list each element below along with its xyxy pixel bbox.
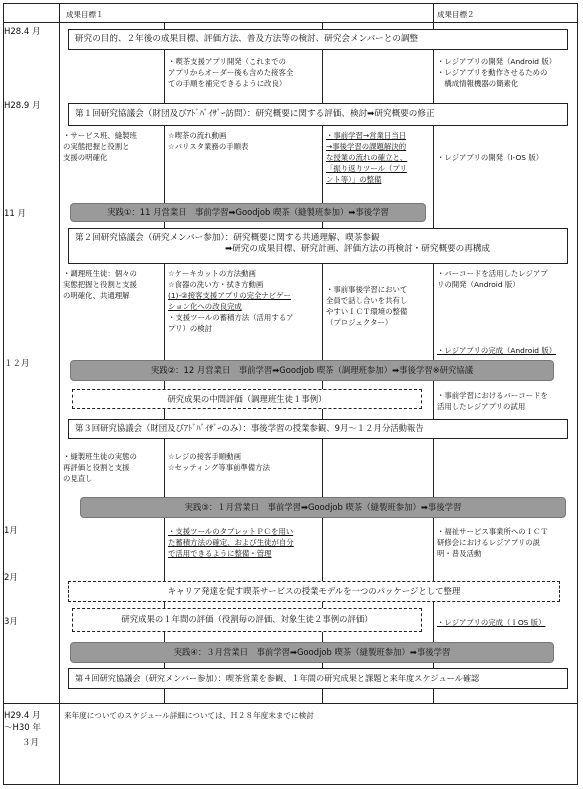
cell-line: な授業の流れの確立と、 — [326, 153, 408, 162]
cell-register-videos — [168, 451, 270, 473]
cell-service-sewing-groups — [63, 130, 137, 163]
cell-line: 研修会におけるレジアプリの説 — [437, 538, 540, 547]
cell-line: の見直し — [63, 474, 93, 483]
cell-line: ・事前学習におけるバーコードを — [437, 391, 548, 400]
cell-tablet-tools — [168, 526, 294, 559]
cell-barcode-trial — [437, 390, 548, 412]
cell-register-app-android — [437, 56, 556, 89]
cell-lesson-flow — [326, 130, 407, 185]
time-label-h29-line1: H29.4 月 — [4, 711, 41, 721]
cell-line: ☆ケーキカットの方法動画 — [168, 269, 256, 278]
cell-line: ・支援ツールの蓄積方法（活用するア — [168, 313, 294, 322]
cell-line: ・レジアプリを動作させるための — [437, 68, 548, 77]
time-label-h28-4: H28.4 月 — [4, 27, 41, 37]
cell-line: (1)-②接客支援アプリの完全ナビゲー — [168, 291, 291, 300]
cell-register-android-complete: ・レジアプリの完成（Android 版） — [437, 346, 557, 355]
cell-line: ・サービス班、縫製班 — [63, 131, 137, 140]
cell-line: ☆レジの接客手順動画 — [168, 452, 241, 461]
time-label-11: 11 月 — [4, 209, 27, 219]
cell-line: ☆バリスタ業務の手順表 — [168, 142, 249, 151]
cell-line: ント等）」の整備 — [326, 175, 382, 184]
cell-register-ios-complete: ・レジアプリの完成（ＩOS 版） — [437, 618, 546, 627]
cell-line: ての手順を補完できるように改良） — [168, 79, 287, 88]
time-label-12: １２月 — [4, 359, 30, 369]
practice-1-bar: 実践①：11 月営業日 事前学習➡Goodjob 喫茶（縫製班参加）➡事後学習 — [70, 203, 426, 222]
cell-cooking-group — [63, 268, 137, 301]
cell-line: ・バーコードを活用したレジアプ — [437, 269, 548, 278]
cell-line: ・事前学習→営業日当日 — [326, 131, 407, 140]
cell-register-app-ios — [437, 152, 543, 163]
council-2-line-1: 第２回研究協議会（研究メンバー参加）：研究概要に関する共通理解、喫茶参観 — [75, 233, 380, 243]
mid-evaluation-box: 研究成果の中間評価（調理班生徒１事例） — [72, 389, 422, 409]
practice-2-bar: 実践②：12 月営業日 事前学習➡Goodjob 喫茶（調理班参加）➡事後学習※研究協議 — [70, 360, 554, 381]
cell-line: やすいＩＣＴ環境の整備 — [326, 307, 408, 316]
practice-3-bar: 実践③：１月営業日 事前学習➡Goodjob 喫茶（縫製班参加）➡事後学習 — [80, 497, 566, 518]
practice-4-bar: 実践④：３月営業日 事前学習➡Goodjob 喫茶（縫製班参加）➡事後学習 — [70, 642, 554, 663]
header-goal-1: 成果目標１ — [66, 10, 104, 19]
cell-line: 実態把握と役割と支援 — [63, 280, 137, 289]
cell-line: ション化への改良完成 — [168, 302, 242, 311]
council-2-box — [68, 228, 568, 264]
cell-line: ・福祉サービス事業所へのＩＣＴ — [437, 527, 548, 536]
time-label-h29-line2: ～H30 年 — [4, 723, 41, 733]
cell-line: で活用できるように整備・管理 — [168, 549, 272, 558]
annual-evaluation-box: 研究成果の１年間の評価（役割毎の評価、対象生徒２事例の評価） — [72, 608, 422, 632]
council-2-line-2: ➡研究の成果目標、研究計画、評価方法の再検討・研究概要の再構成 — [225, 244, 491, 254]
label-column-divider — [59, 3, 60, 785]
council-4-box: 第４回研究協議会（研究メンバー参加）：喫茶営業を参観、１年間の研究成果と課題と来年度スケジュール確認 — [68, 668, 568, 689]
cell-cafe-videos — [168, 130, 248, 152]
time-label-1: 1月 — [4, 526, 18, 536]
cell-line: アプリからオーダー後も含めた接客全 — [168, 68, 294, 77]
cell-line: →事後学習の課題解決的 — [326, 142, 407, 151]
header-goal-2: 成果目標２ — [437, 10, 475, 19]
cell-line: （プロジェクター） — [326, 318, 393, 327]
cell-line: ・レジアプリの開発（I-OS 版） — [437, 153, 544, 162]
time-label-3: 3月 — [4, 617, 18, 627]
cell-line: 明・普及活動 — [437, 549, 482, 558]
cell-line: プリ）の検討 — [168, 324, 213, 333]
cell-line: ・縫製班生徒の実態の — [63, 452, 137, 461]
council-1-box: 第１回研究協議会（財団及びｱﾄﾞﾊﾞｲｻﾞｰ訪問）：研究概要に関する評価、検討➡研究概要の修正 — [68, 103, 568, 126]
cell-line: ・喫茶支援アプリ開発（これまでの — [168, 57, 286, 66]
cell-barcode-register — [437, 268, 548, 290]
cell-line: 全員で話し合いを共有し — [326, 296, 408, 305]
cell-line: ・調理班生徒：個々の — [63, 269, 137, 278]
time-label-h29-line3: ３月 — [22, 738, 40, 748]
cell-ict-training — [437, 526, 548, 559]
next-year-note: 来年度についてのスケジュール詳細については、Ｈ２８年度末までに検討 — [64, 711, 314, 720]
cell-line: 「振り返りツール（プリ — [326, 164, 407, 173]
cell-line: ・レジアプリの開発（Android 版） — [437, 57, 557, 66]
cell-line: ☆食器の洗い方・拭き方動画 — [168, 280, 264, 289]
purpose-box: 研究の目的、２年後の成果目標、評価方法、普及方法等の検討、研究会メンバーとの調整 — [68, 29, 568, 50]
cell-line: ☆セッティング等事前準備方法 — [168, 463, 270, 472]
cell-line: た蓄積方法の確定、および生徒が自分 — [168, 538, 294, 547]
cell-line: の明確化、共通理解 — [63, 291, 130, 300]
cell-line: リの開発（Android 版） — [437, 280, 520, 289]
council-3-box: 第３回研究協議会（財団及びｱﾄﾞﾊﾞｲｻﾞｰのみ）：事後学習の授業参観、9月～１２月分活動報告 — [68, 419, 568, 439]
cell-line: 支援の明確化 — [63, 153, 108, 162]
header-divider — [3, 22, 578, 23]
cell-line: 構成情報機器の簡素化 — [437, 79, 519, 88]
cell-line: ・事前事後学習において — [326, 285, 408, 294]
cell-ict-environment — [326, 284, 407, 328]
final-row-divider — [3, 703, 578, 704]
cell-line: ☆喫茶の流れ動画 — [168, 131, 227, 140]
cell-line: 再評価と役割と支援 — [63, 463, 130, 472]
cell-line: の実態把握と役割と — [63, 142, 130, 151]
cell-app-improvement — [168, 56, 293, 89]
cell-line: 活用したレジアプリの試用 — [437, 402, 526, 411]
cell-line: ・支援ツールのタブレットＰＣを用い — [168, 527, 294, 536]
cell-sewing-reassessment — [63, 451, 137, 484]
time-label-h28-9: H28.9 月 — [4, 101, 41, 111]
career-package-box: キャリア発達を促す喫茶サービスの授業モデルを一つのパッケージとして整理 — [68, 581, 560, 602]
time-label-2: 2月 — [4, 573, 18, 583]
cell-cake-videos — [168, 268, 294, 334]
